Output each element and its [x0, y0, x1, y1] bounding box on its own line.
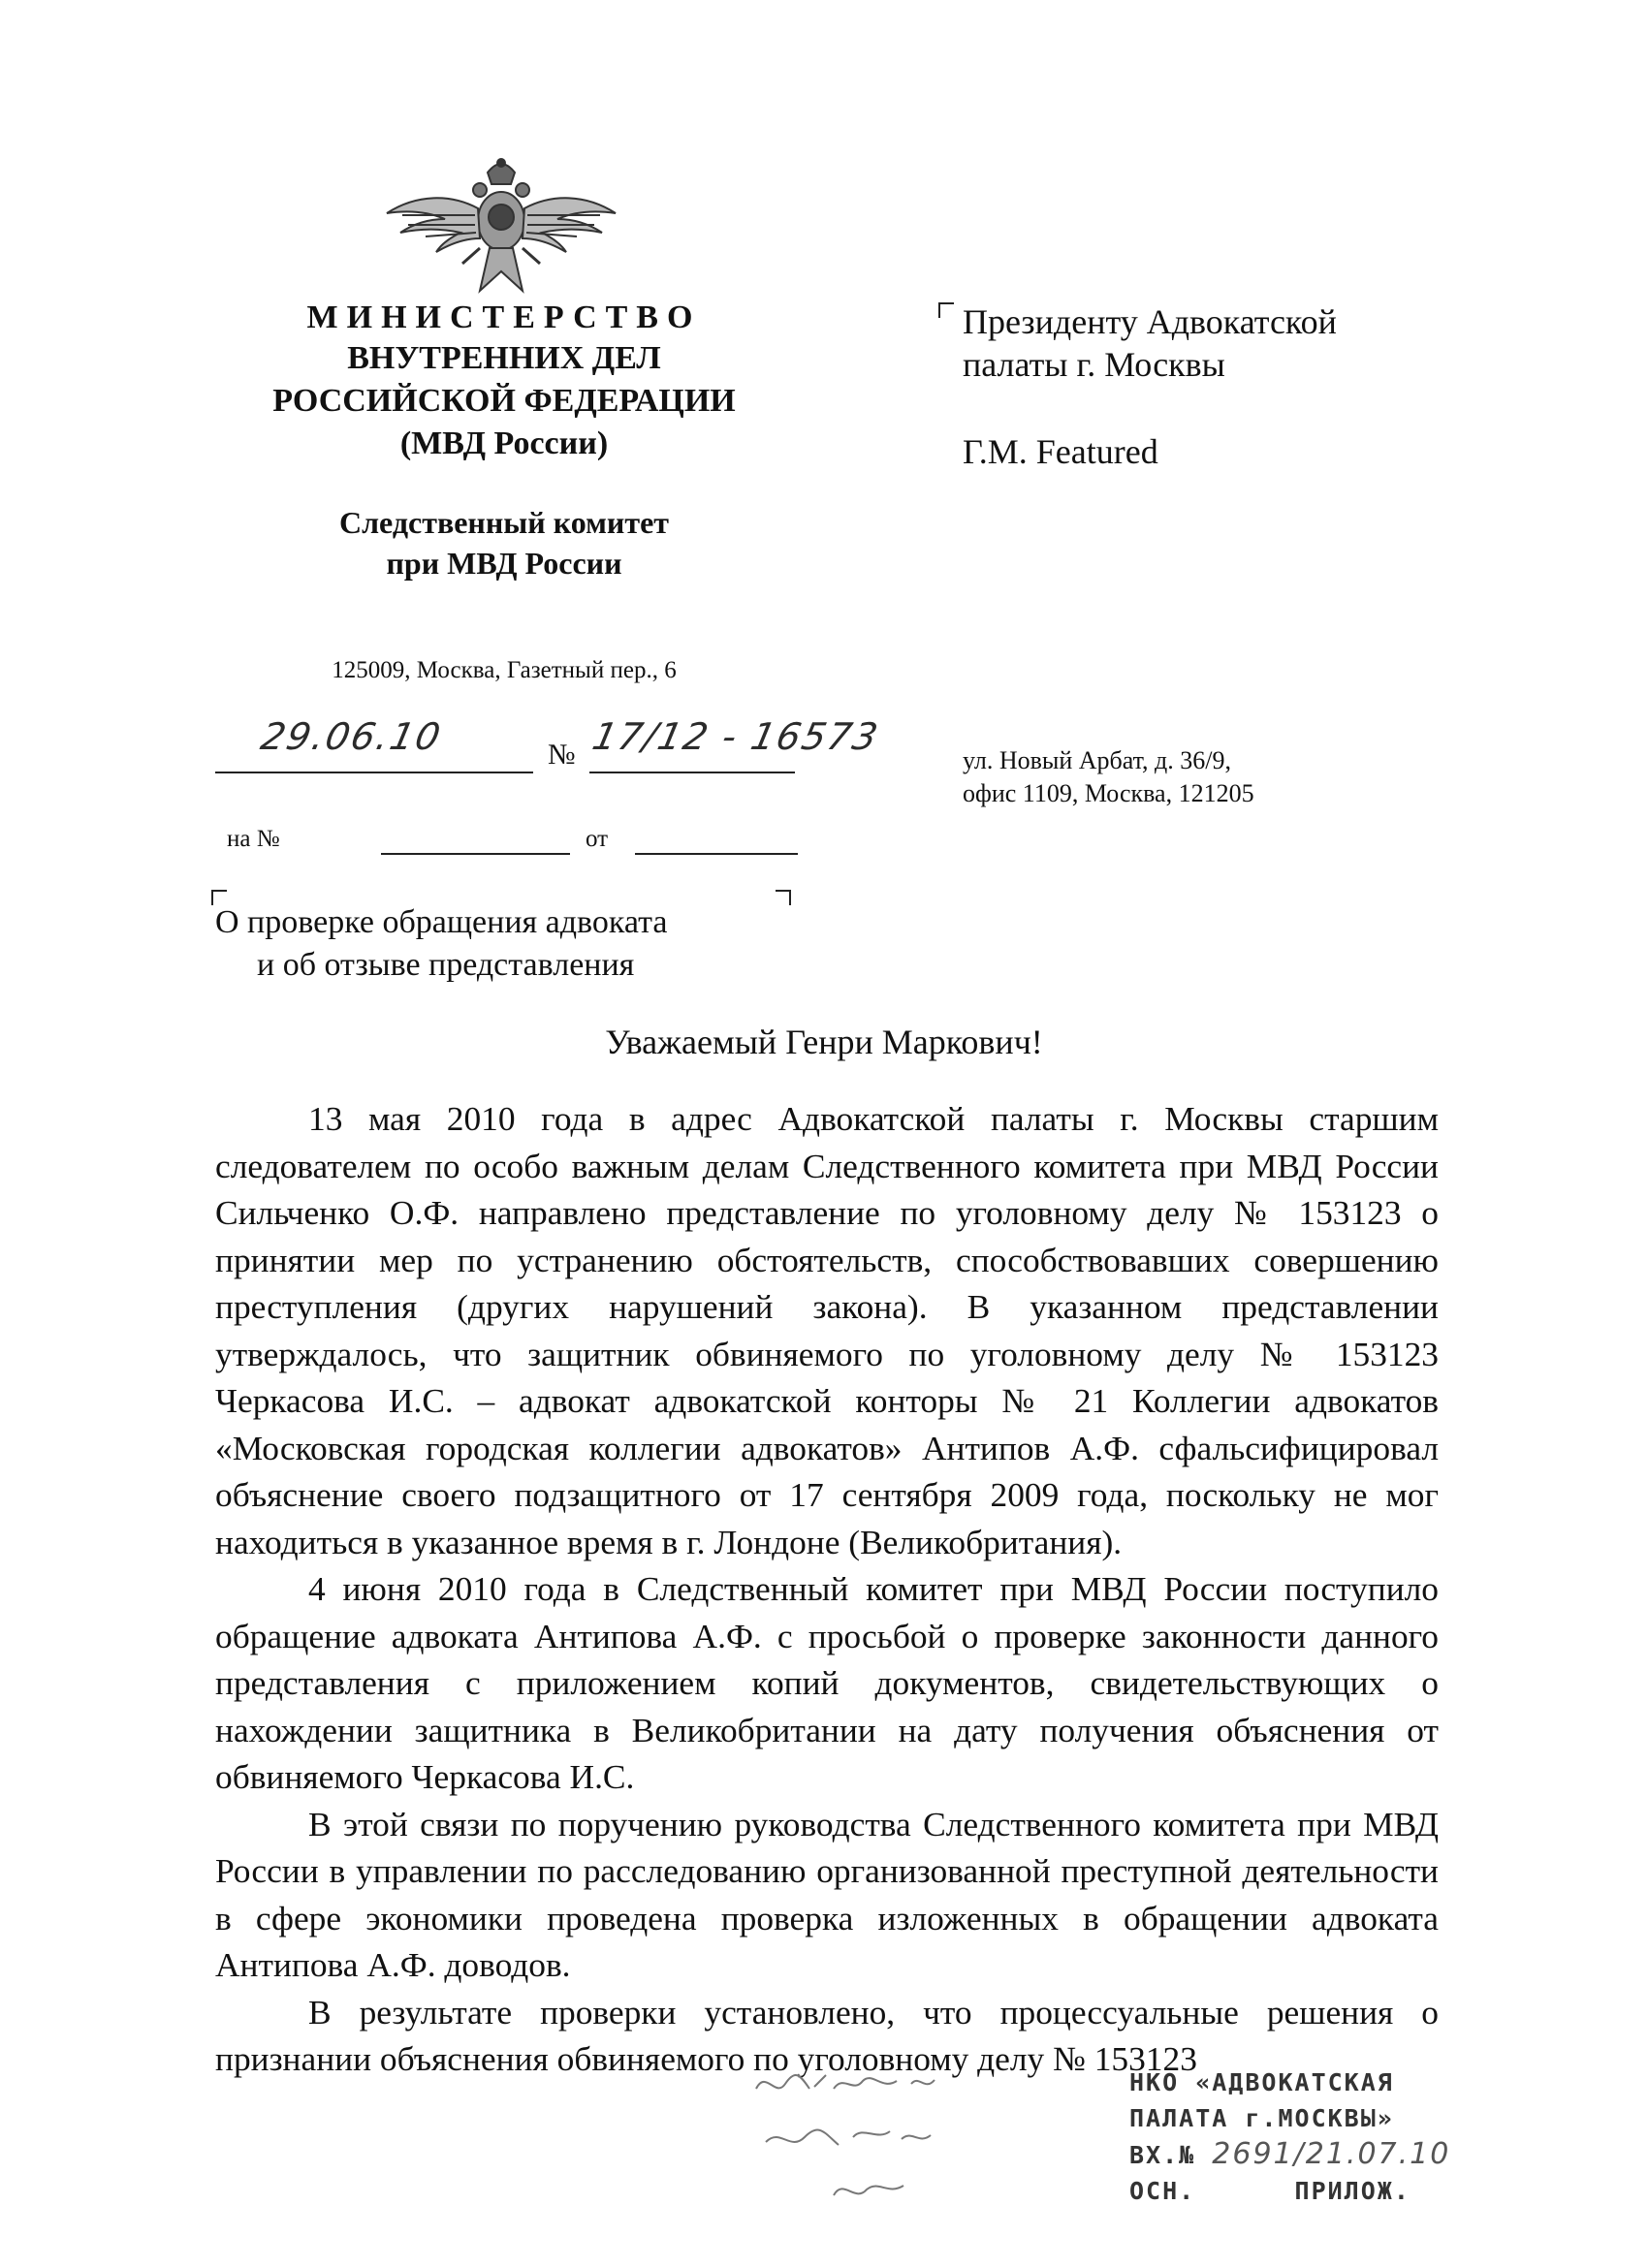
recipient-title-line-2: палаты г. Москвы: [963, 345, 1225, 384]
subject-line-2: и об отзыве представления: [257, 947, 635, 983]
recipient-title-line-1: Президенту Адвокатской: [963, 302, 1337, 341]
stamp-line-3: [1129, 2136, 1450, 2173]
greeting: Уважаемый Генри Маркович!: [605, 1023, 1043, 1061]
stamp-line-1: НКО «АДВОКАТСКАЯ: [1129, 2068, 1394, 2096]
number-underline: [589, 772, 795, 773]
body-paragraph: 4 июня 2010 года в Следственный комитет при МВД России поступило обращение адвоката Антипова А.Ф. с просьбой о проверке законности данного представления с приложением копий документов, свидетельствующих о нахождении защитника в Великобритании на дату получения объяснения от обвиняемого Черкасова И.С.: [215, 1569, 1439, 1796]
committee-name-line-2: при МВД России: [386, 546, 622, 581]
registration-date: 29.06.10: [257, 715, 446, 758]
date-underline: [215, 772, 533, 773]
reply-number-blank: [381, 853, 570, 855]
ministry-abbreviation: (МВД России): [399, 425, 609, 461]
ministry-line-2: ВНУТРЕННИХ ДЕЛ: [347, 340, 661, 376]
reply-date-blank: [635, 853, 798, 855]
incoming-registration-stamp: [1129, 2064, 1450, 2209]
committee-name-line-1: Следственный комитет: [338, 505, 669, 540]
letter-body: [215, 1095, 1439, 2083]
recipient-address-line-1: ул. Новый Арбат, д. 36/9,: [963, 746, 1231, 774]
stamp-line-2: ПАЛАТА г.МОСКВЫ»: [1129, 2104, 1394, 2132]
recipient-address-line-2: офис 1109, Москва, 121205: [963, 779, 1254, 807]
stamp-handwritten-number: 2691/21.07.10: [1212, 2137, 1451, 2171]
subject-line-1: О проверке обращения адвоката: [215, 904, 668, 940]
recipient-corner-mark: [938, 302, 954, 318]
sender-address: 125009, Москва, Газетный пер., 6: [332, 657, 677, 683]
body-paragraph: 13 мая 2010 года в адрес Адвокатской палаты г. Москвы старшим следователем по особо важным делам Следственного комитета при МВД России Сильченко О.Ф. направлено представление по уголовному делу № 153123 о принятии мер по устранению обстоятельств, способствовавших совершению преступления (других нарушений закона). В указанном представлении утверждалось, что защитник обвиняемого по уголовному делу № 153123 Черкасова И.С. – адвокат адвокатской конторы № 21 Коллегии адвокатов «Московская городская коллегии адвокатов» Антипов А.Ф. сфальсифицировал объяснение своего подзащитного от 17 сентября 2009 года, поскольку не мог находиться в указанное время в г. Лондоне (Великобритания).: [215, 1099, 1439, 1561]
body-paragraph: В результате проверки установлено, что процессуальные решения о признании объяснения обвиняемого по уголовному делу № 153123: [215, 1992, 1439, 2078]
ministry-line-3: РОССИЙСКОЙ ФЕДЕРАЦИИ: [272, 383, 736, 419]
ministry-title: МИНИСТЕРСТВО: [306, 299, 702, 335]
stamp-line-4: [1129, 2173, 1450, 2209]
recipient-name: Г.М. Featured: [963, 432, 1158, 471]
stamp-incoming-label: ВХ.№: [1129, 2141, 1196, 2169]
handwritten-resolution-signature: [746, 2060, 989, 2234]
body-paragraph: В этой связи по поручению руководства Следственного комитета при МВД России в управлении по расследованию организованной преступной деятельности в сфере экономики проведена проверка изложенных в обращении адвоката Антипова А.Ф. доводов.: [215, 1804, 1439, 1984]
stamp-attachment-label: ПРИЛОЖ.: [1294, 2177, 1410, 2205]
from-label: от: [586, 826, 609, 852]
stamp-basis-label: ОСН.: [1129, 2177, 1196, 2205]
subject-corner-right: [776, 890, 791, 905]
registration-number: 17/12 - 16573: [588, 715, 883, 758]
number-label: №: [548, 739, 576, 771]
reply-to-label: на №: [227, 826, 280, 852]
ministry-emblem-icon: [383, 155, 620, 300]
